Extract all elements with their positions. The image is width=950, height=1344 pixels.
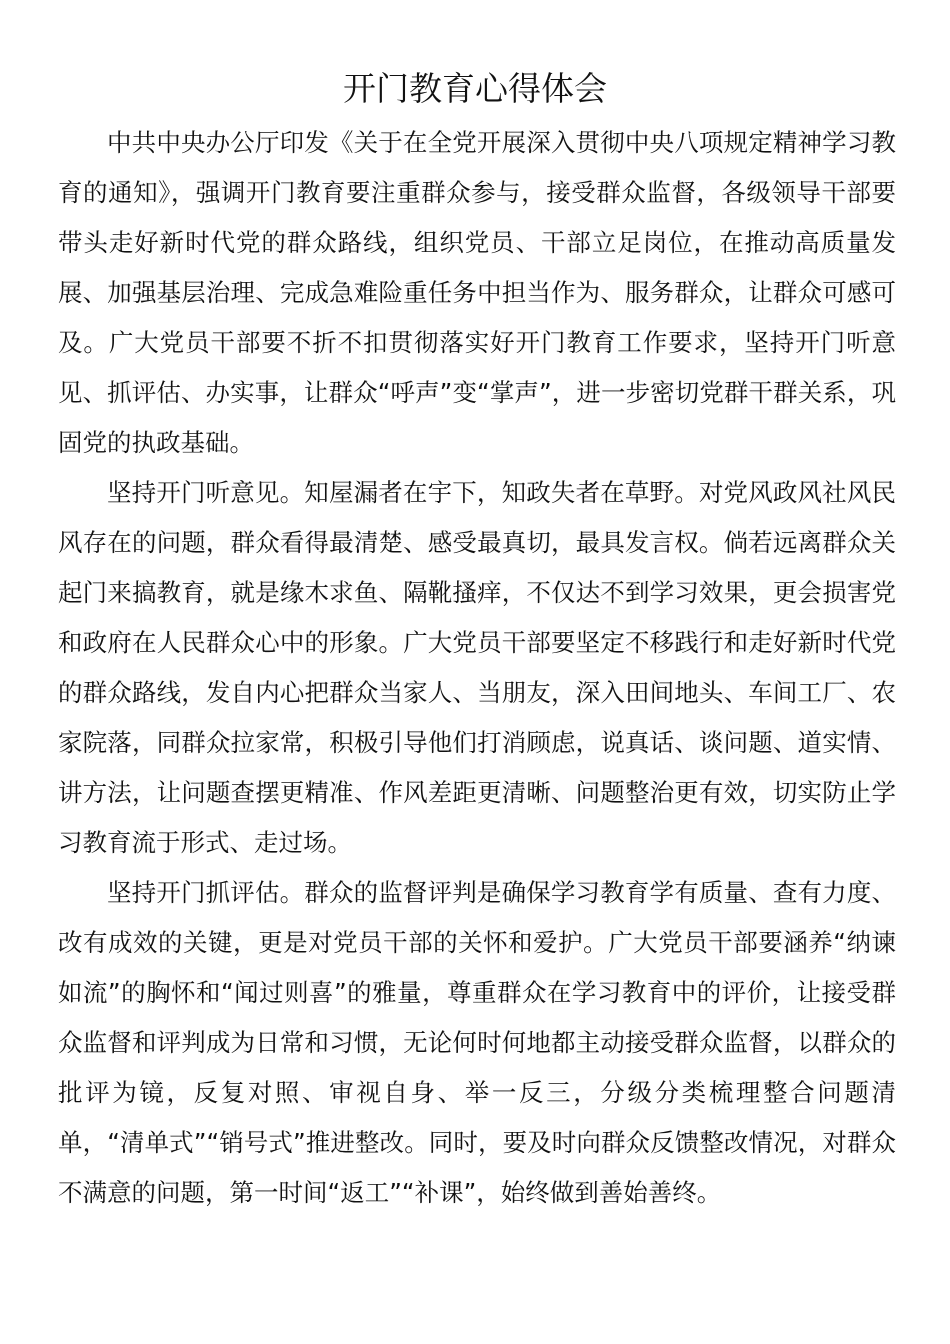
paragraph-listen-opinions: 坚持开门听意见。知屋漏者在宇下，知政失者在草野。对党风政风社风民风存在的问题，群众看得最清楚、感受最真切，最具发言权。倘若远离群众关起门来搞教育，就是缘木求鱼、隔靴搔痒，不仅达不到学习效果，更会损害党和政府在人民群众心中的形象。广大党员干部要坚定不移践行和走好新时代党的群众路线，发自内心把群众当家人、当朋友，深入田间地头、车间工厂、农家院落，同群众拉家常，积极引导他们打消顾虑，说真话、谈问题、道实情、讲方法，让问题查摆更精准、作风差距更清晰、问题整治更有效，切实防止学习教育流于形式、走过场。: [58, 478, 896, 857]
document-body: [58, 118, 896, 1218]
paragraph-evaluation: 坚持开门抓评估。群众的监督评判是确保学习教育学有质量、查有力度、改有成效的关键，更是对党员干部的关怀和爱护。广大党员干部要涵养“纳谏如流”的胸怀和“闻过则喜”的雅量，尊重群众在学习教育中的评价，让接受群众监督和评判成为日常和习惯，无论何时何地都主动接受群众监督，以群众的批评为镜，反复对照、审视自身、举一反三，分级分类梳理整合问题清单，“清单式”“销号式”推进整改。同时，要及时向群众反馈整改情况，对群众不满意的问题，第一时间“返工”“补课”，始终做到善始善终。: [58, 878, 896, 1207]
document-title: 开门教育心得体会: [343, 69, 607, 108]
paragraph-intro: 中共中央办公厅印发《关于在全党开展深入贯彻中央八项规定精神学习教育的通知》，强调开门教育要注重群众参与，接受群众监督，各级领导干部要带头走好新时代党的群众路线，组织党员、干部立足岗位，在推动高质量发展、加强基层治理、完成急难险重任务中担当作为、服务群众，让群众可感可及。广大党员干部要不折不扣贯彻落实好开门教育工作要求，坚持开门听意见、抓评估、办实事，让群众“呼声”变“掌声”，进一步密切党群干群关系，巩固党的执政基础。: [58, 128, 896, 457]
